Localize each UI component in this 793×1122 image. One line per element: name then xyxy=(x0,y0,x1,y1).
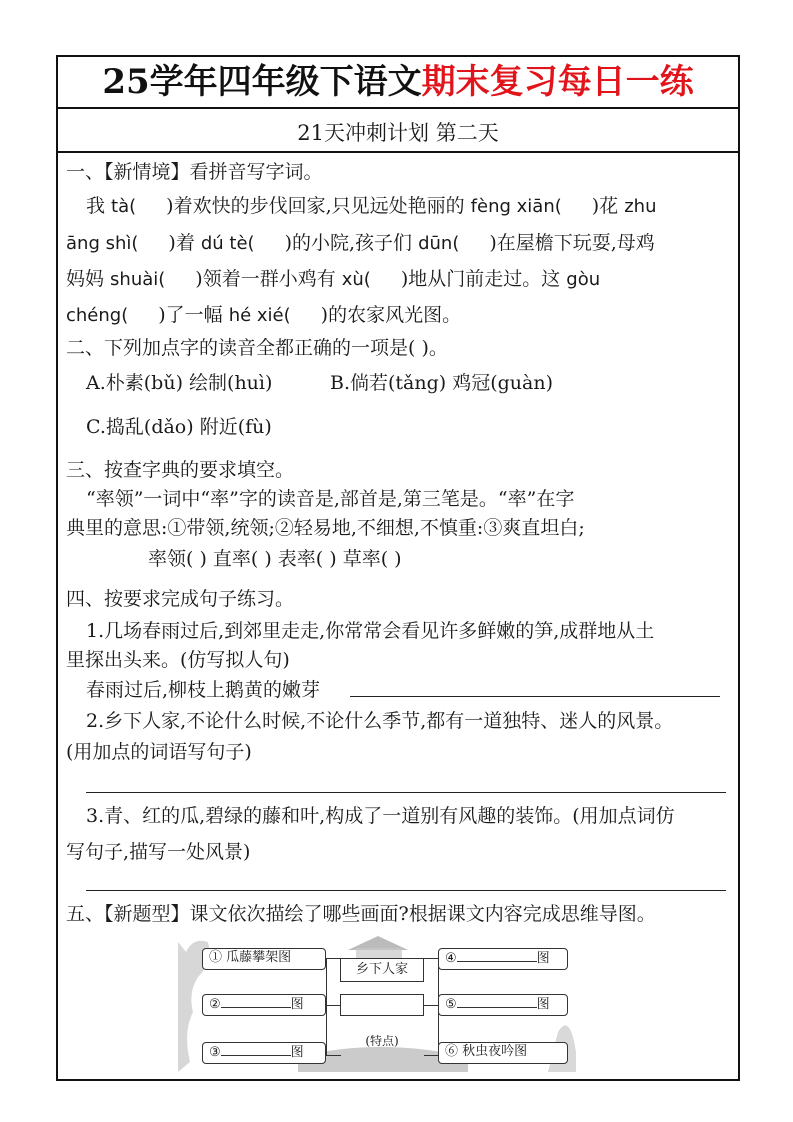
q4-s3-line-2: 写句子,描写一处风景) xyxy=(66,841,251,863)
connector-left-mid xyxy=(326,1005,340,1006)
page-subtitle: 21天冲刺计划 第二天 xyxy=(297,121,499,145)
q5-heading: 五、【新题型】课文依次描绘了哪些画面?根据课文内容完成思维导图。 xyxy=(66,903,656,925)
node-number: ⑤ xyxy=(445,997,457,1012)
text: )了一幅 xyxy=(158,304,229,326)
q1-heading: 一、【新情境】看拼音写字词。 xyxy=(66,161,323,183)
text: )着欢快的步伐回家,只见远处艳丽的 xyxy=(166,195,471,217)
pinyin-dute: dú tè( xyxy=(200,233,255,254)
pinyin-dun: dūn( xyxy=(418,233,460,254)
answer-line[interactable] xyxy=(350,696,720,697)
q4-s3-line-1: 3.青、红的瓜,碧绿的藤和叶,构成了一道别有风趣的装饰。(用加点词仿 xyxy=(86,805,675,827)
mindmap-node-6 xyxy=(438,1042,568,1064)
node-suffix: 图 xyxy=(290,997,304,1012)
node-label: ① 瓜藤攀架图 xyxy=(209,950,292,965)
title-divider xyxy=(56,107,740,109)
q1-line-1 xyxy=(86,192,656,221)
q4-s1-line-1: 1.几场春雨过后,到郊里走走,你常常会看见许多鲜嫩的笋,成群地从土 xyxy=(86,620,655,642)
q2-option-b[interactable]: B.倘若(tǎng) 鸡冠(guàn) xyxy=(330,372,554,394)
q3-heading: 三、按查字典的要求填空。 xyxy=(66,459,295,481)
q3-line-3: 率领( ) 直率( ) 表率( ) 草率( ) xyxy=(148,548,402,570)
node-number: ④ xyxy=(445,951,457,966)
q2-heading: 二、下列加点字的读音全都正确的一项是( )。 xyxy=(66,337,448,359)
pinyin-xu: xù( xyxy=(341,269,371,290)
subtitle-divider xyxy=(56,151,740,153)
q4-s2-line-2: (用加点的词语写句子) xyxy=(66,741,252,763)
pinyin-cheng: chéng( xyxy=(66,305,129,326)
text: 我 xyxy=(86,195,112,217)
text: )着 xyxy=(168,232,201,254)
title-review: 期末复习每日一练 xyxy=(421,62,694,102)
node-blank[interactable] xyxy=(457,949,537,962)
mind-map xyxy=(178,932,578,1072)
q2-option-a[interactable]: A.朴素(bǔ) 绘制(huì) xyxy=(86,372,273,394)
mindmap-node-1 xyxy=(202,948,326,970)
mindmap-center-feature: (特点) xyxy=(365,1034,399,1048)
text: )的农家风光图。 xyxy=(320,304,462,326)
page-title xyxy=(56,58,740,106)
mindmap-center-blank[interactable] xyxy=(340,994,424,1016)
q4-s1-line-2: 里探出头来。(仿写拟人句) xyxy=(66,649,290,671)
mindmap-node-5[interactable] xyxy=(438,994,568,1016)
q4-s1-prompt: 春雨过后,柳枝上鹅黄的嫩芽 xyxy=(86,679,321,701)
node-blank[interactable] xyxy=(221,1043,291,1056)
connector-right xyxy=(424,958,439,1056)
pinyin-shuai: shuài( xyxy=(110,269,166,290)
mindmap-center-title: 乡下人家 xyxy=(340,958,424,982)
node-blank[interactable] xyxy=(457,995,537,1008)
node-label: ⑥ 秋虫夜吟图 xyxy=(445,1044,528,1059)
text: )花 xyxy=(591,195,625,217)
pinyin-zhuangshi: āng shì( xyxy=(66,233,139,254)
connector-left xyxy=(326,958,341,1056)
q1-line-4 xyxy=(66,301,461,330)
q4-s2-line-1: 2.乡下人家,不论什么时候,不论什么季节,都有一道独特、迷人的风景。 xyxy=(86,710,674,732)
answer-line[interactable] xyxy=(86,792,726,793)
mindmap-node-2[interactable] xyxy=(202,994,326,1016)
node-blank[interactable] xyxy=(221,995,291,1008)
answer-line[interactable] xyxy=(86,890,726,891)
pinyin-ta: tà( xyxy=(111,196,137,217)
node-suffix: 图 xyxy=(536,997,550,1012)
text: )的小院,孩子们 xyxy=(284,232,419,254)
q1-line-2 xyxy=(66,229,655,258)
text: 妈妈 xyxy=(66,268,111,290)
pinyin-gou: gòu xyxy=(566,269,601,290)
node-number: ③ xyxy=(209,1045,221,1060)
q3-line-2: 典里的意思:①带领,统领;②轻易地,不细想,不慎重:③爽直坦白; xyxy=(66,517,585,539)
mindmap-node-4[interactable] xyxy=(438,948,568,970)
title-grade: 25学年四年级下语文 xyxy=(102,62,422,102)
q2-option-c[interactable]: C.捣乱(dǎo) 附近(fù) xyxy=(86,416,272,438)
node-number: ② xyxy=(209,997,221,1012)
connector-right-mid xyxy=(424,1005,438,1006)
q1-line-3 xyxy=(66,265,600,294)
pinyin-zhu: zhu xyxy=(624,196,657,217)
q3-line-1: “率领”一词中“率”字的读音是,部首是,第三笔是。“率”在字 xyxy=(86,488,575,510)
text: )地从门前走过。这 xyxy=(400,268,567,290)
text: )在屋檐下玩耍,母鸡 xyxy=(489,232,655,254)
node-suffix: 图 xyxy=(290,1045,304,1060)
pinyin-hexie: hé xié( xyxy=(228,305,291,326)
node-suffix: 图 xyxy=(536,951,550,966)
pinyin-fengxian: fèng xiān( xyxy=(470,196,562,217)
mindmap-node-3[interactable] xyxy=(202,1042,326,1064)
q4-heading: 四、按要求完成句子练习。 xyxy=(66,588,295,610)
text: )领着一群小鸡有 xyxy=(195,268,342,290)
